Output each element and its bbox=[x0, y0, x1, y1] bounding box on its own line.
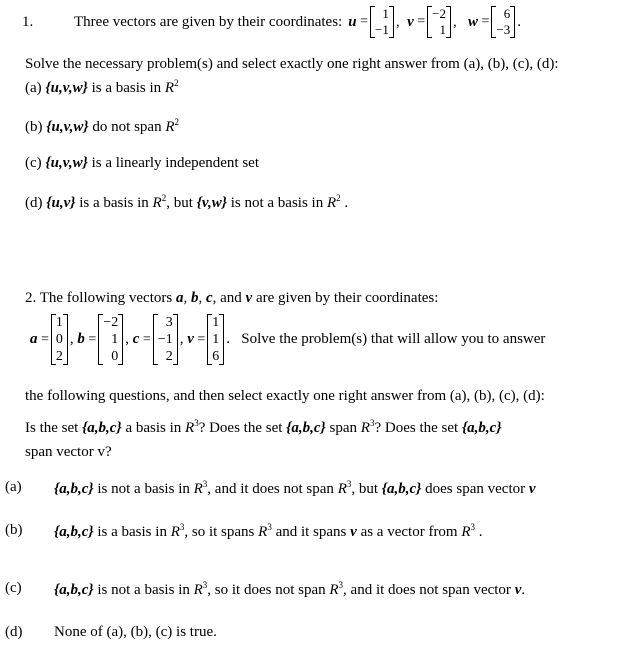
q2-option-d[interactable]: None of (a), (b), (c) is true. bbox=[54, 624, 217, 640]
q2-intro: 2. The following vectors a, b, c, and v are given by their coordinates: bbox=[25, 290, 439, 306]
q1-u-vector: 1 −1 bbox=[370, 6, 394, 38]
q2-a-vector: 1 0 2 bbox=[51, 314, 68, 365]
q2-option-c-label[interactable]: (c) bbox=[5, 580, 22, 596]
q2-line2: the following questions, and then select exactly one right answer from (a), (b), (c), (d): bbox=[25, 388, 545, 404]
q1-option-d[interactable]: (d) {u,v} is a basis in $R^2$, but {v,w} is not a basis in $R^2$ . bbox=[25, 193, 349, 211]
q2-option-d-label[interactable]: (d) bbox=[5, 624, 23, 640]
q1-w-label: w bbox=[468, 13, 479, 30]
q1-option-c[interactable]: (c) {u,v,w} is a linearly independent set bbox=[25, 155, 260, 171]
q2-option-a-label[interactable]: (a) bbox=[5, 479, 22, 495]
q1-option-a[interactable]: (a) {u,v,w} is a basis in $R^2$ bbox=[25, 78, 179, 96]
q2-option-b-label[interactable]: (b) bbox=[5, 522, 23, 538]
q1-v-vector: −2 1 bbox=[427, 6, 451, 38]
q2-option-a[interactable]: {a,b,c} is not a basis in $R^3$, and it does not span $R^3$, but {a,b,c} does span vector v bbox=[54, 479, 536, 497]
q1-intro: Three vectors are given by their coordinates: bbox=[74, 13, 343, 30]
q2-question: Is the set {a,b,c} a basis in $R^3$? Does the set {a,b,c} span $R^3$? Does the set {a,b,c} bbox=[25, 418, 502, 436]
q1-header: 1. Three vectors are given by their coordinates: u = 1 −1 , v = −2 1 , w = 6 −3 . bbox=[22, 6, 522, 37]
q1-instruction: Solve the necessary problem(s) and select exactly one right answer from (a), (b), (c), (d): bbox=[25, 56, 559, 72]
q1-v-label: v bbox=[407, 13, 414, 30]
q1-number: 1. bbox=[22, 13, 34, 30]
q2-option-c[interactable]: {a,b,c} is not a basis in $R^3$, so it does not span $R^3$, and it does not span vector v. bbox=[54, 580, 526, 598]
q2-v-vector: 1 1 6 bbox=[207, 314, 224, 365]
q1-u-label: u bbox=[348, 13, 357, 30]
q2-question-cont: span vector v? bbox=[25, 444, 112, 460]
q2-c-vector: 3 −1 2 bbox=[153, 314, 178, 365]
q2-solve-text: Solve the problem(s) that will allow you to answer bbox=[241, 331, 546, 347]
q1-w-vector: 6 −3 bbox=[491, 6, 515, 38]
q2-option-b[interactable]: {a,b,c} is a basis in $R^3$, so it spans $R^3$ and it spans v as a vector from $R^3$ . bbox=[54, 522, 483, 540]
q2-b-vector: −2 1 0 bbox=[98, 314, 123, 365]
q2-vectors: a = 1 0 2 , b = −2 1 0 , c = 3 −1 2 , v = 1 1 6 . Solve the problem(s) that will allow you to answer bbox=[30, 315, 546, 364]
q1-option-b[interactable]: (b) {u,v,w} do not span $R^2$ bbox=[25, 117, 179, 135]
